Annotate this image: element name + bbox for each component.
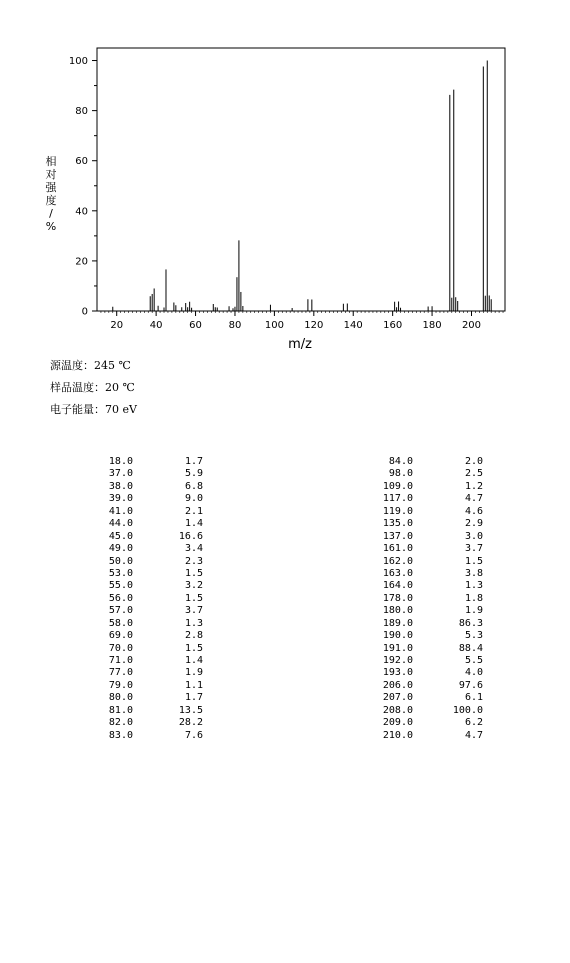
peak-abundance: 3.0 [464, 530, 483, 542]
peak-abundance: 9.0 [184, 493, 203, 505]
peak-row [75, 543, 203, 555]
peak-row [75, 556, 203, 568]
x-tick-label: 180 [422, 320, 442, 331]
peak-row [355, 580, 483, 592]
peak-row [355, 705, 483, 717]
peak-mz: 209.0 [382, 717, 413, 729]
peak-row [75, 730, 203, 742]
peak-row [355, 605, 483, 617]
peak-mz: 207.0 [382, 692, 413, 704]
peak-mz: 161.0 [382, 543, 413, 555]
peak-abundance: 1.2 [464, 480, 483, 492]
peak-abundance: 86.3 [458, 617, 483, 629]
peak-row [75, 506, 203, 518]
y-axis-ticks [69, 56, 97, 317]
x-tick-label: 80 [228, 320, 242, 331]
peak-mz: 71.0 [108, 655, 133, 666]
peak-abundance: 88.4 [458, 642, 483, 654]
peak-mz: 210.0 [382, 729, 413, 741]
peak-abundance: 5.5 [464, 655, 483, 666]
peak-mz: 119.0 [382, 505, 413, 517]
mass-spectrum-chart [0, 0, 570, 360]
y-axis-label-char: 对 [45, 168, 57, 181]
peak-abundance: 6.8 [184, 480, 203, 492]
peak-abundance: 1.3 [184, 617, 203, 629]
peak-mz: 38.0 [108, 480, 133, 492]
peak-mz: 49.0 [108, 543, 133, 555]
peak-abundance: 2.5 [464, 468, 483, 480]
peak-abundance: 1.5 [184, 567, 203, 579]
peak-row [355, 655, 483, 667]
peak-abundance: 4.0 [464, 667, 483, 679]
peak-mz: 58.0 [108, 617, 133, 629]
peak-abundance: 2.3 [184, 555, 203, 567]
peak-row [75, 643, 203, 655]
peak-row [355, 717, 483, 729]
y-tick-label: 100 [68, 56, 88, 68]
x-tick-label: 200 [461, 320, 482, 331]
peak-row [75, 630, 203, 642]
peak-mz: 178.0 [382, 592, 413, 604]
peak-row [355, 680, 483, 692]
y-axis-label-char: % [45, 220, 57, 233]
peak-row [355, 643, 483, 655]
peak-row [75, 705, 203, 717]
y-axis-label-char: / [49, 207, 53, 220]
peak-mz: 55.0 [108, 580, 133, 592]
peak-mz: 44.0 [108, 518, 133, 530]
peak-row [75, 468, 203, 480]
peak-mz: 79.0 [108, 679, 133, 691]
peak-abundance: 3.4 [184, 543, 203, 555]
peak-row [75, 518, 203, 530]
peak-row [75, 493, 203, 505]
peak-abundance: 16.6 [178, 530, 203, 542]
peak-mz: 163.0 [382, 567, 413, 579]
peak-row [75, 593, 203, 605]
peak-row [75, 531, 203, 543]
peak-mz: 117.0 [382, 493, 413, 505]
x-tick-label: 140 [343, 320, 363, 331]
peak-abundance: 1.1 [184, 679, 203, 691]
peak-mz: 37.0 [108, 468, 133, 480]
peak-abundance: 3.8 [464, 567, 483, 579]
peak-abundance: 1.8 [464, 592, 483, 604]
peak-mz: 109.0 [382, 480, 413, 492]
peak-row [355, 506, 483, 518]
spectrum-peaks [113, 61, 491, 311]
peak-abundance: 6.1 [464, 692, 483, 704]
peak-mz: 180.0 [382, 605, 413, 617]
y-axis-label-char: 强 [45, 181, 57, 194]
peak-abundance: 1.9 [464, 605, 483, 617]
peak-mz: 192.0 [382, 655, 413, 666]
peak-mz: 57.0 [108, 605, 133, 617]
peak-row [355, 481, 483, 493]
peak-row [75, 605, 203, 617]
peak-mz: 53.0 [108, 567, 133, 579]
peak-row [355, 543, 483, 555]
peak-mz: 162.0 [382, 555, 413, 567]
peak-abundance: 2.1 [184, 505, 203, 517]
peak-abundance: 1.3 [464, 580, 483, 592]
y-tick-label: 20 [75, 256, 88, 268]
y-axis-label-char: 相 [45, 155, 57, 168]
peak-mz: 164.0 [382, 580, 413, 592]
peak-table-right [355, 456, 483, 742]
peak-abundance: 7.6 [184, 729, 203, 741]
x-axis-ticks [110, 311, 481, 331]
peak-row [355, 593, 483, 605]
condition-line: 源温度：245 ℃ [50, 359, 131, 372]
x-tick-label: 40 [149, 320, 163, 331]
peak-abundance: 97.6 [458, 679, 483, 691]
peak-abundance: 1.5 [464, 555, 483, 567]
peak-abundance: 4.6 [464, 505, 483, 517]
peak-row [355, 518, 483, 530]
peak-mz: 82.0 [108, 717, 133, 729]
peak-mz: 56.0 [108, 592, 133, 604]
x-tick-label: 60 [189, 320, 202, 331]
peak-row [355, 630, 483, 642]
y-tick-label: 40 [75, 206, 88, 218]
peak-abundance: 2.9 [464, 518, 483, 530]
peak-row [75, 692, 203, 704]
peak-mz: 50.0 [108, 555, 133, 567]
peak-table-left [75, 456, 203, 742]
peak-abundance: 3.2 [184, 580, 203, 592]
peak-mz: 84.0 [388, 456, 413, 467]
peak-abundance: 6.2 [464, 717, 483, 729]
peak-mz: 208.0 [382, 704, 413, 716]
peak-abundance: 5.9 [184, 468, 203, 480]
peak-row [75, 667, 203, 679]
peak-row [355, 556, 483, 568]
peak-mz: 45.0 [108, 530, 133, 542]
peak-row [355, 667, 483, 679]
x-axis-label: m/z [288, 337, 312, 352]
peak-abundance: 2.0 [464, 456, 483, 467]
peak-row [355, 568, 483, 580]
y-tick-label: 0 [81, 306, 88, 318]
peak-abundance: 1.4 [184, 655, 203, 666]
peak-mz: 41.0 [108, 505, 133, 517]
peak-row [355, 468, 483, 480]
peak-abundance: 100.0 [452, 704, 483, 716]
peak-mz: 206.0 [382, 679, 413, 691]
peak-mz: 77.0 [108, 667, 133, 679]
peak-mz: 18.0 [108, 456, 133, 467]
peak-abundance: 1.7 [184, 456, 203, 467]
peak-row [75, 717, 203, 729]
x-tick-label: 100 [264, 320, 284, 331]
peak-mz: 81.0 [108, 704, 133, 716]
peak-abundance: 3.7 [464, 543, 483, 555]
peak-abundance: 1.4 [184, 518, 203, 530]
peak-row [355, 493, 483, 505]
peak-row [75, 655, 203, 667]
peak-abundance: 13.5 [178, 704, 203, 716]
peak-row [75, 580, 203, 592]
peak-row [355, 456, 483, 468]
peak-abundance: 28.2 [178, 717, 203, 729]
x-tick-label: 20 [110, 320, 124, 331]
x-tick-label: 160 [383, 320, 403, 331]
peak-mz: 189.0 [382, 617, 413, 629]
peak-mz: 80.0 [108, 692, 133, 704]
peak-row [75, 456, 203, 468]
peak-row [355, 692, 483, 704]
peak-row [355, 730, 483, 742]
peak-mz: 190.0 [382, 630, 413, 642]
y-tick-label: 80 [75, 106, 88, 118]
y-axis-label [44, 155, 58, 233]
peak-abundance: 1.5 [184, 642, 203, 654]
peak-abundance: 1.5 [184, 592, 203, 604]
peak-mz: 98.0 [388, 468, 413, 480]
peak-abundance: 4.7 [464, 729, 483, 741]
peak-mz: 69.0 [108, 630, 133, 642]
peak-mz: 193.0 [382, 667, 413, 679]
peak-mz: 39.0 [108, 493, 133, 505]
peak-row [355, 531, 483, 543]
plot-frame [97, 48, 505, 311]
peak-abundance: 4.7 [464, 493, 483, 505]
peak-abundance: 1.7 [184, 692, 203, 704]
peak-row [75, 481, 203, 493]
peak-row [75, 680, 203, 692]
peak-mz: 137.0 [382, 530, 413, 542]
peak-mz: 135.0 [382, 518, 413, 530]
y-tick-label: 60 [75, 156, 88, 168]
peak-row [75, 618, 203, 630]
condition-line: 样品温度：20 ℃ [50, 381, 135, 394]
peak-row [355, 618, 483, 630]
peak-mz: 191.0 [382, 642, 413, 654]
peak-abundance: 1.9 [184, 667, 203, 679]
condition-line: 电子能量：70 eV [50, 403, 137, 416]
y-axis-label-char: 度 [45, 194, 57, 207]
peak-mz: 83.0 [108, 729, 133, 741]
peak-abundance: 3.7 [184, 605, 203, 617]
peak-abundance: 2.8 [184, 630, 203, 642]
peak-abundance: 5.3 [464, 630, 483, 642]
peak-row [75, 568, 203, 580]
peak-mz: 70.0 [108, 642, 133, 654]
x-tick-label: 120 [304, 320, 324, 331]
